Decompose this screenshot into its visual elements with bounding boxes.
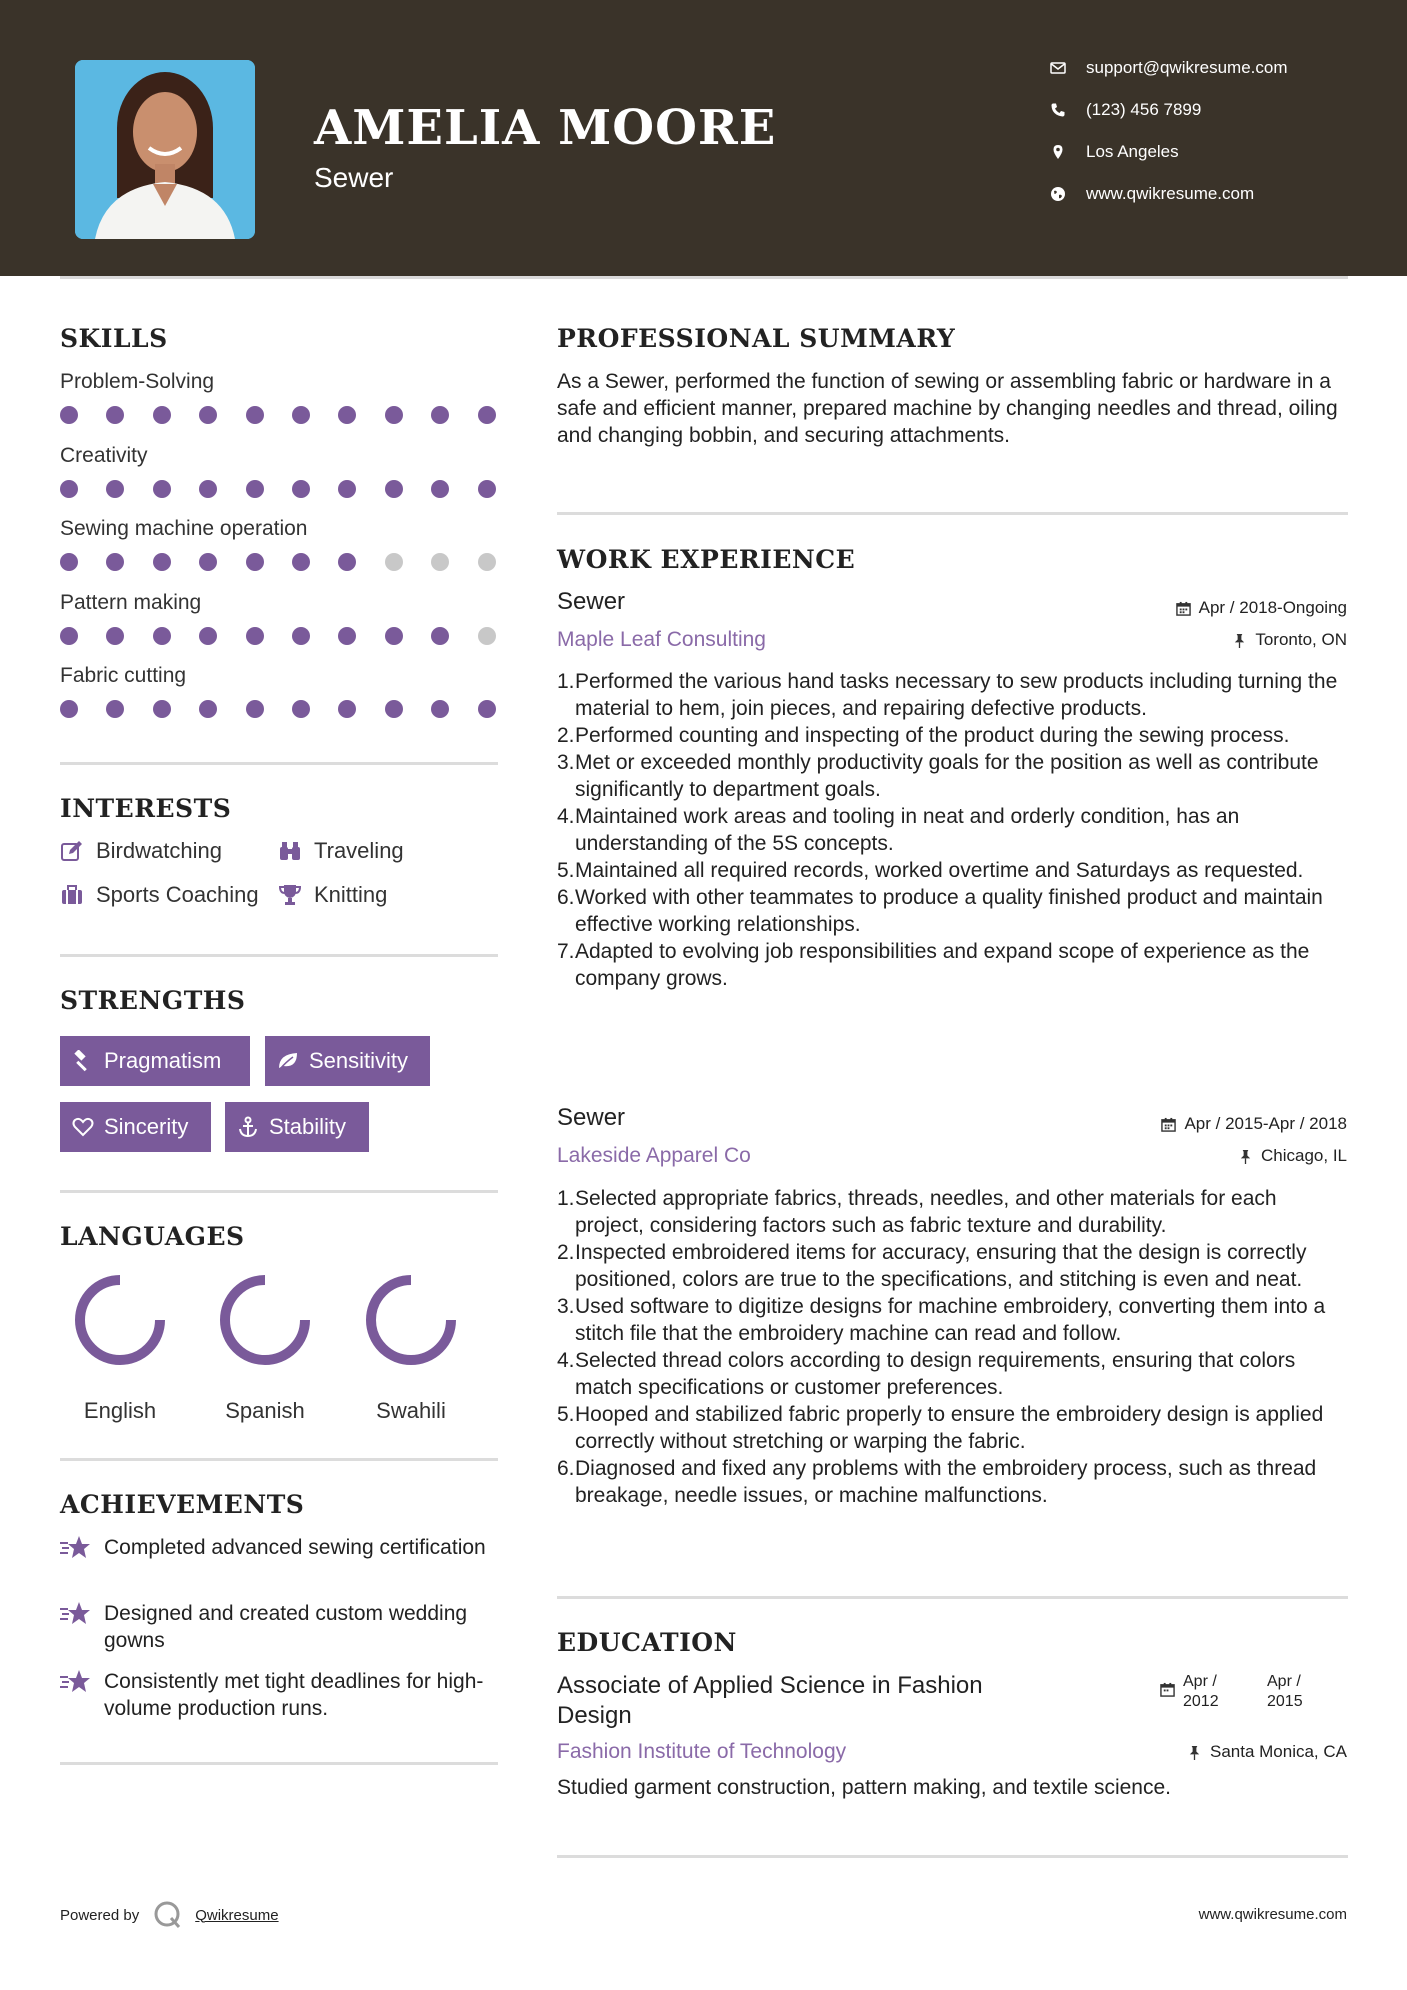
experience-divider [557,1596,1348,1599]
bullet-number: 1. [557,670,575,693]
bullet-number: 3. [557,1295,575,1318]
globe-icon [1050,186,1086,202]
job-bullet [557,1347,1347,1401]
skill-dot-filled [338,406,356,424]
achievement-item [60,1668,500,1722]
language-name: English [83,1398,157,1423]
skill-dot-filled [246,700,264,718]
bullet-text: Selected appropriate fabrics, threads, needles, and other materials for each project, considering factors such as fabric texture and durability. [575,1187,1277,1237]
job-bullets [557,1185,1347,1509]
job-bullets [557,668,1347,992]
achievement-item [60,1534,500,1567]
skill-rating [60,700,500,718]
interest-label: Traveling [314,838,404,863]
contact-email[interactable] [1050,58,1350,78]
resume-header [0,0,1407,276]
footer-powered-by [60,1900,279,1930]
education-end [1267,1672,1303,1712]
language-name: Swahili [376,1398,446,1423]
experience-title: WORK EXPERIENCE [557,545,856,574]
bullet-number: 7. [557,940,575,963]
skill-dot-filled [431,700,449,718]
skill-dot-filled [60,480,78,498]
strength-tag [225,1102,369,1152]
skill-dot-filled [246,627,264,645]
skill-dot-filled [385,480,403,498]
skill-name: Fabric cutting [60,664,187,687]
bullet-text: Met or exceeded monthly productivity goals for the position as well as contribute significantly to department goals. [575,751,1319,801]
skill-dot-filled [385,627,403,645]
achievement-item [60,1600,500,1654]
education-dates [1160,1672,1303,1712]
skill-name: Sewing machine operation [60,517,308,540]
summary-text: As a Sewer, performed the function of sewing or assembling fabric or hardware in a safe and efficient manner, prepared machine by changing needles and thread, oiling and changing bobbin, and securing attachments. [557,370,1338,447]
achievement-text: Completed advanced sewing certification [104,1536,486,1559]
qwikresume-logo-icon [153,1900,183,1930]
skill-dot-empty [478,627,496,645]
skill-dot-filled [478,480,496,498]
header-divider [60,276,1348,279]
job-bullet [557,1293,1347,1347]
skill-dot-filled [199,406,217,424]
gavel-icon [72,1050,104,1072]
heart-icon [72,1116,104,1138]
skill-dot-filled [338,627,356,645]
skill-dot-filled [431,406,449,424]
skill-dot-filled [106,627,124,645]
education-degree-line1: Associate of Applied Science in Fashion [557,1672,983,1699]
strengths-divider [60,1190,498,1193]
skill-dot-filled [153,627,171,645]
pushpin-icon [1232,633,1247,648]
job-bullet [557,1401,1347,1455]
education-location-text: Santa Monica, CA [1209,1742,1347,1761]
language-gauge-arc [80,1280,160,1360]
profile-photo [75,60,255,239]
skill-name: Creativity [60,444,148,467]
job-location [1238,1146,1347,1166]
skill-dot-filled [431,480,449,498]
interest-label: Sports Coaching [96,882,259,907]
skill-dot-empty [385,553,403,571]
skill-dot-filled [60,406,78,424]
skill-dot-filled [153,480,171,498]
strength-label: Stability [269,1114,347,1139]
skill-dot-filled [199,627,217,645]
skill-dot-filled [431,627,449,645]
achievements-title: ACHIEVEMENTS [60,1490,305,1519]
job-location [1232,630,1347,650]
strength-label: Pragmatism [104,1048,222,1073]
job-title: Sewer [557,1104,626,1131]
skill-rating [60,627,500,645]
skill-dot-filled [292,406,310,424]
education-end-line1: Apr / [1267,1673,1301,1690]
language-gauge-arc [371,1280,451,1360]
skill-dot-filled [385,406,403,424]
job-bullet [557,803,1347,857]
leaf-icon [277,1050,309,1072]
education-location [1187,1742,1347,1762]
language-gauge [361,1270,461,1370]
job-bullet [557,938,1347,992]
bullet-text: Adapted to evolving job responsibilities and expand scope of experience as the company grows. [575,940,1310,990]
achievement-text: Consistently met tight deadlines for high-volume production runs. [104,1670,484,1720]
skill-dot-filled [153,406,171,424]
language-gauge-arc [225,1280,305,1360]
education-title: EDUCATION [557,1628,737,1657]
bullet-number: 6. [557,886,575,909]
briefcase-icon [60,883,96,907]
education-divider [557,1855,1348,1858]
strength-tag [265,1036,430,1086]
bullet-text: Performed the various hand tasks necessary to sew products including turning the material to hem, join pieces, and repairing defective products. [575,670,1338,720]
job-location-text: Toronto, ON [1255,630,1347,649]
bullet-text: Diagnosed and fixed any problems with the embroidery process, such as thread breakage, needle issues, or machine malfunctions. [575,1457,1317,1507]
job-bullet [557,1185,1347,1239]
bullet-text: Inspected embroidered items for accuracy, ensuring that the design is correctly positioned, colors are true to the specifications, and stitching is even and neat. [575,1241,1307,1291]
binoculars-icon [278,839,314,863]
skill-dot-filled [106,700,124,718]
job-title: Sewer [557,588,626,615]
interest-item [278,838,404,864]
skill-name: Pattern making [60,591,202,614]
skill-dot-filled [246,553,264,571]
skill-dot-filled [199,553,217,571]
education-description: Studied garment construction, pattern making, and textile science. [557,1776,1172,1799]
contact-website-text: www.qwikresume.com [1086,184,1255,203]
skill-dot-filled [338,700,356,718]
skill-dot-empty [478,553,496,571]
anchor-icon [237,1116,269,1138]
interest-label: Birdwatching [96,838,222,863]
language-item [215,1270,315,1424]
skill-dot-filled [292,627,310,645]
contact-phone-text: (123) 456 7899 [1086,100,1202,119]
education-start-line2: 2012 [1183,1693,1219,1710]
skill-dot-filled [478,700,496,718]
contact-location-text: Los Angeles [1086,142,1179,161]
job-bullet [557,1455,1347,1509]
skill-dot-filled [153,553,171,571]
job-bullet [557,722,1347,749]
language-gauge [215,1270,315,1370]
bullet-text: Maintained all required records, worked overtime and Saturdays as requested. [575,859,1304,882]
skill-dot-filled [199,700,217,718]
bullet-number: 1. [557,1187,575,1210]
contact-email-text: support@qwikresume.com [1086,58,1288,77]
pushpin-icon [1187,1745,1202,1760]
skill-dot-filled [338,480,356,498]
skill-dot-filled [246,406,264,424]
strength-tag [60,1102,211,1152]
skill-dot-filled [106,406,124,424]
education-degree-line2: Design [557,1702,632,1729]
interest-item [60,838,222,864]
strength-tag [60,1036,250,1086]
powered-by-text: Powered by [60,1906,140,1924]
strengths-title: STRENGTHS [60,986,246,1015]
education-start [1183,1672,1267,1712]
skill-dot-filled [60,700,78,718]
language-item [361,1270,461,1424]
bullet-number: 4. [557,1349,575,1372]
job-bullet [557,749,1347,803]
bullet-text: Performed counting and inspecting of the product during the sewing process. [575,724,1290,747]
bullet-text: Used software to digitize designs for machine embroidery, converting them into a stitch file that the embroidery machine can read and follow. [575,1295,1326,1345]
language-name: Spanish [225,1398,305,1423]
interest-item [278,882,387,908]
skill-dot-filled [246,480,264,498]
bullet-number: 6. [557,1457,575,1480]
interest-label: Knitting [314,882,388,907]
skill-dot-filled [60,553,78,571]
strength-label: Sincerity [104,1114,189,1139]
job-company: Lakeside Apparel Co [557,1144,751,1167]
job-date-text: Apr / 2018-Ongoing [1198,598,1347,617]
qwikresume-link[interactable]: Qwikresume [195,1906,279,1924]
pencil-square-icon [60,839,96,863]
skill-dot-filled [478,406,496,424]
achievement-text: Designed and created custom wedding gowns [104,1602,468,1652]
skill-dot-filled [385,700,403,718]
bullet-number: 4. [557,805,575,828]
bullet-text: Hooped and stabilized fabric properly to ensure the embroidery design is applied correctly without stretching or warping the fabric. [575,1403,1324,1453]
candidate-name: AMELIA MOORE [314,100,777,156]
candidate-role: Sewer [314,162,394,193]
skill-dot-filled [199,480,217,498]
languages-divider [60,1458,498,1461]
trophy-icon [278,883,314,907]
job-date [1161,1114,1347,1134]
language-item [70,1270,170,1424]
footer-url[interactable]: www.qwikresume.com [1198,1906,1347,1923]
star-icon [60,1600,104,1654]
bullet-text: Maintained work areas and tooling in neat and orderly condition, has an understanding of the 5S concepts. [575,805,1240,855]
bullet-number: 2. [557,724,575,747]
education-end-line2: 2015 [1267,1693,1303,1710]
calendar-icon [1160,1682,1175,1697]
job-company: Maple Leaf Consulting [557,628,766,651]
skill-dot-filled [338,553,356,571]
job-bullet [557,884,1347,938]
skill-dot-empty [431,553,449,571]
contact-website[interactable] [1050,184,1350,204]
interest-item [60,882,259,908]
bullet-text: Worked with other teammates to produce a quality finished product and maintain effective working relationships. [575,886,1323,936]
interests-divider [60,954,498,957]
interests-title: INTERESTS [60,794,232,823]
bullet-number: 3. [557,751,575,774]
summary-divider [557,512,1348,515]
languages-title: LANGUAGES [60,1222,245,1251]
skills-divider [60,762,498,765]
pushpin-icon [1238,1149,1253,1164]
skill-dot-filled [292,553,310,571]
summary-title: PROFESSIONAL SUMMARY [557,324,956,353]
skill-dot-filled [153,700,171,718]
skill-dot-filled [292,700,310,718]
education-start-line1: Apr / [1183,1673,1217,1690]
job-date-text: Apr / 2015-Apr / 2018 [1184,1114,1347,1133]
skill-rating [60,406,500,424]
education-degree [557,1672,983,1730]
contact-location [1050,142,1350,162]
education-school: Fashion Institute of Technology [557,1740,847,1763]
skill-dot-filled [60,627,78,645]
star-icon [60,1534,104,1567]
bullet-number: 5. [557,859,575,882]
map-pin-icon [1050,144,1086,160]
achievements-divider [60,1762,498,1765]
skill-rating [60,480,500,498]
skill-dot-filled [292,480,310,498]
job-date [1176,598,1347,618]
skills-title: SKILLS [60,324,168,353]
calendar-icon [1176,601,1191,616]
job-bullet [557,668,1347,722]
job-bullet [557,857,1347,884]
calendar-icon [1161,1117,1176,1132]
skill-name: Problem-Solving [60,370,215,393]
bullet-text: Selected thread colors according to design requirements, ensuring that colors match specifications or customer preferences. [575,1349,1296,1399]
skill-dot-filled [106,480,124,498]
skill-dot-filled [106,553,124,571]
envelope-icon [1050,60,1086,76]
contact-phone[interactable] [1050,100,1350,120]
strength-label: Sensitivity [309,1048,409,1073]
phone-icon [1050,102,1086,118]
job-bullet [557,1239,1347,1293]
bullet-number: 2. [557,1241,575,1264]
star-icon [60,1668,104,1722]
language-gauge [70,1270,170,1370]
bullet-number: 5. [557,1403,575,1426]
job-location-text: Chicago, IL [1261,1146,1347,1165]
skill-rating [60,553,500,571]
